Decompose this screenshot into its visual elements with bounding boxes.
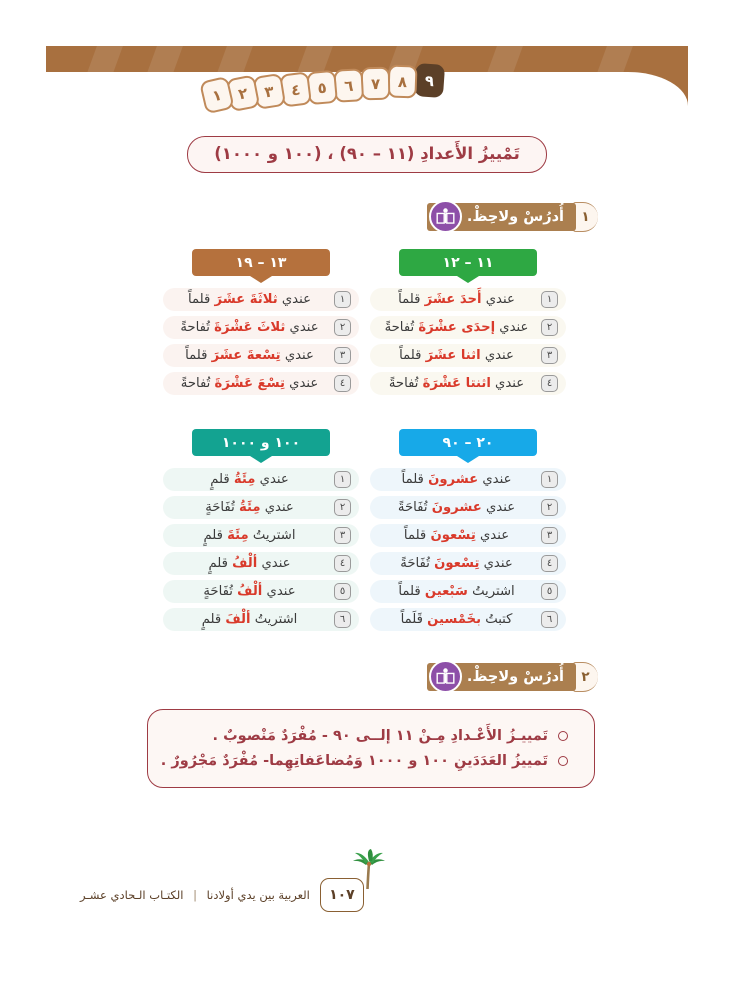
list-item [370, 468, 566, 491]
list-item [370, 344, 566, 367]
item-number: ٣ [541, 527, 558, 544]
unit-tab-7[interactable]: ٧ [361, 67, 391, 101]
item-number: ١ [334, 291, 351, 308]
item-text: عندي ثلاثَةَ عشَرَ قلماً [188, 291, 311, 307]
item-number: ٢ [334, 319, 351, 336]
item-number: ٢ [541, 319, 558, 336]
list-item [370, 552, 566, 575]
list-item [163, 344, 359, 367]
list-item [163, 316, 359, 339]
lesson-title: تَمْييزُ الأَعدادِ (١١ – ٩٠) ، (١٠٠ و ١٠٠٠) [187, 136, 547, 173]
category-banner-label: ٢٠ – ٩٠ [442, 434, 494, 451]
item-text: عندي أَحدَ عشَرَ قلماً [398, 291, 515, 307]
item-text: عندي مِئَةُ تُفَاحَةٍ [205, 499, 294, 515]
unit-tab-1[interactable]: ١ [199, 76, 235, 115]
list-item [370, 580, 566, 603]
list-item [370, 316, 566, 339]
unit-tab-4[interactable]: ٤ [279, 71, 312, 107]
item-number: ٣ [334, 527, 351, 544]
category-banner-13-19 [192, 249, 330, 276]
section-label-2: أُدرُسْ ولاحِظْ. [466, 669, 564, 685]
item-number: ٦ [334, 611, 351, 628]
list-item [370, 288, 566, 311]
section-title-bar-2 [427, 663, 576, 691]
category-banner-20-90 [399, 429, 537, 456]
category-banner-11-12 [399, 249, 537, 276]
volume-title: الكتـاب الـحادي عشـر [80, 888, 184, 902]
list-item [370, 372, 566, 395]
item-text: عندي تِسْعَ عَشْرَةَ تُفاحةً [180, 375, 319, 391]
list-item [163, 468, 359, 491]
item-text: عندي مِئَةُ قلمٍ [210, 471, 289, 487]
item-text: عندي تِسْعونَ قلماً [403, 527, 510, 543]
section-title-bar-1 [427, 203, 576, 231]
item-number: ٤ [541, 375, 558, 392]
list-item [370, 608, 566, 631]
item-text: عندي اثنتا عَشْرَةَ تُفاحةً [388, 375, 525, 391]
item-number: ٥ [541, 583, 558, 600]
item-text: عندي ألْفُ تُفَاحَةٍ [203, 583, 296, 599]
item-number: ٥ [334, 583, 351, 600]
unit-tab-9[interactable]: ٩ [414, 63, 445, 98]
item-text: اشتريتُ ألْفَ قلمٍ [201, 611, 298, 627]
item-text: اشتريتُ سَبْعين قلماً [398, 583, 515, 599]
list-item [163, 288, 359, 311]
bullet-icon [558, 756, 568, 766]
category-banner-100-1000 [192, 429, 330, 456]
rule-text: تَمييـزُ الأَعْـدادِ مِـنْ ١١ إلــى ٩٠ - مُفْرَدٌ مَنْصوبٌ . [212, 727, 548, 744]
item-text: عندي عشرونَ تُفَاحَةً [397, 499, 516, 515]
list-item [163, 580, 359, 603]
item-number: ٣ [334, 347, 351, 364]
unit-tab-6[interactable]: ٦ [333, 68, 364, 102]
list-item [163, 372, 359, 395]
bullet-icon [558, 731, 568, 741]
item-text: كتبتُ بخَمْسين قَلَماً [400, 611, 513, 627]
item-number: ٢ [541, 499, 558, 516]
item-text: عندي إحدَى عشْرَةَ تُفاحةً [384, 319, 529, 335]
section-number-badge-2: ٢ [572, 662, 598, 692]
item-number: ٤ [541, 555, 558, 572]
item-text: عندي اثنا عشَرَ قلماً [399, 347, 514, 363]
list-item [370, 496, 566, 519]
item-text: عندي عشرونَ قلماً [401, 471, 512, 487]
item-text: عندي ألْفُ قلمٍ [208, 555, 291, 571]
list-item [163, 608, 359, 631]
rule-text: تَمييزُ العَدَدَينِ ١٠٠ و ١٠٠٠ وَمُضاعَفاتِهِما- مُفْرَدٌ مَجْرُورٌ . [160, 752, 548, 769]
unit-tab-strip [0, 64, 734, 110]
unit-tab-5[interactable]: ٥ [306, 70, 338, 105]
item-text: عندي ثلاثَ عَشْرَةَ تُفاحةً [180, 319, 319, 335]
section-header-2 [427, 662, 598, 692]
item-number: ٢ [334, 499, 351, 516]
item-number: ٣ [541, 347, 558, 364]
section-header-1 [427, 202, 598, 232]
list-group-11-12 [370, 288, 566, 400]
list-group-13-19 [163, 288, 359, 400]
unit-tab-3[interactable]: ٣ [252, 73, 286, 110]
page-footer [80, 878, 364, 912]
list-item [163, 524, 359, 547]
open-book-icon [429, 660, 462, 693]
book-title: العربية بين يدي أولادنا [206, 888, 310, 902]
item-text: عندي تِسْعةَ عشَرَ قلماً [185, 347, 314, 363]
list-group-20-90 [370, 468, 566, 636]
lesson-title-wrap [0, 136, 734, 173]
page-number-badge [320, 878, 364, 912]
rule-item [174, 723, 568, 748]
item-text: عندي تِسْعونَ تُفَاحَةً [400, 555, 513, 571]
list-item [163, 552, 359, 575]
page-number: ١٠٧ [329, 887, 355, 903]
section-label-1: أُدرُسْ ولاحِظْ. [466, 209, 564, 225]
section-number-badge-1: ١ [572, 202, 598, 232]
item-number: ٤ [334, 555, 351, 572]
item-number: ١ [541, 471, 558, 488]
category-banner-label: ١١ – ١٢ [442, 254, 494, 271]
open-book-icon [429, 200, 462, 233]
item-number: ١ [334, 471, 351, 488]
footer-separator: | [193, 888, 198, 902]
rule-item [160, 748, 568, 773]
list-item [163, 496, 359, 519]
list-item [370, 524, 566, 547]
category-banner-label: ١٠٠ و ١٠٠٠ [221, 434, 301, 451]
grammar-rules-box [147, 709, 595, 788]
unit-tab-2[interactable]: ٢ [226, 74, 261, 112]
list-group-100-1000 [163, 468, 359, 636]
category-banner-label: ١٣ – ١٩ [235, 254, 287, 271]
item-number: ٦ [541, 611, 558, 628]
palm-tree-icon [349, 849, 389, 895]
unit-tab-8[interactable]: ٨ [387, 65, 417, 99]
item-text: اشتريتُ مِئَةَ قلمٍ [203, 527, 296, 543]
item-number: ١ [541, 291, 558, 308]
footer-caption [80, 888, 310, 902]
item-number: ٤ [334, 375, 351, 392]
